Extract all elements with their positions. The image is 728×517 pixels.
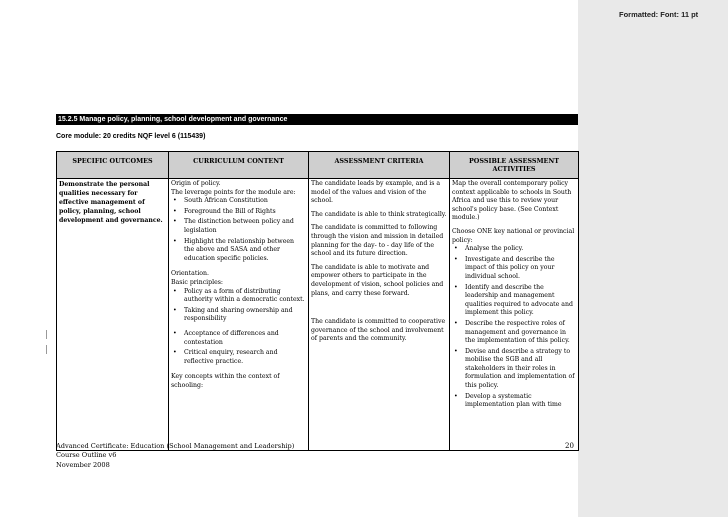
page-footer bbox=[56, 442, 294, 470]
activities-list bbox=[452, 245, 576, 410]
list-item: • Investigate and describe the impact of this policy on your individual school. bbox=[452, 256, 576, 282]
list-item: • Taking and sharing ownership and responsibility bbox=[171, 307, 306, 324]
core-module-line: Core module: 20 credits NQF level 6 (115439) bbox=[56, 133, 206, 140]
list-item: • Policy as a form of distributing authority within a democratic context. bbox=[171, 288, 306, 305]
list-item: • Highlight the relationship between the above and SASA and other education specific policies. bbox=[171, 238, 306, 264]
curriculum-cell bbox=[169, 179, 309, 451]
header-specific-outcomes: SPECIFIC OUTCOMES bbox=[57, 152, 169, 179]
curriculum-text: Key concepts within the context of schooling: bbox=[171, 373, 280, 389]
comments-sidebar bbox=[578, 0, 728, 517]
list-item: • Critical enquiry, research and reflective practice. bbox=[171, 349, 306, 366]
header-assessment-criteria: ASSESSMENT CRITERIA bbox=[309, 152, 450, 179]
footer-version: Course Outline v6 bbox=[56, 451, 117, 460]
activities-cell bbox=[450, 179, 579, 451]
curriculum-text: Origin of policy. bbox=[171, 180, 221, 187]
footer-course-title: Advanced Certificate: Education (School Management and Leadership) bbox=[56, 442, 295, 450]
list-item: • Devise and describe a strategy to mobilise the SGB and all stakeholders in their roles in formulation and implementation of this policy. bbox=[452, 348, 576, 391]
principles-list bbox=[171, 288, 306, 367]
format-note: Formatted: Font: 11 pt bbox=[619, 10, 699, 19]
criteria-cell bbox=[309, 179, 450, 451]
curriculum-text: The leverage points for the module are: bbox=[171, 188, 296, 196]
list-item: • Foreground the Bill of Rights bbox=[171, 208, 306, 217]
curriculum-text: Basic principles: bbox=[171, 278, 224, 286]
list-item: • Identify and describe the leadership and management qualities required to advocate and implement this policy. bbox=[452, 284, 576, 318]
page-number: 20 bbox=[565, 442, 574, 450]
list-item: • Develop a systematic implementation plan with time bbox=[452, 393, 576, 410]
criteria-text: The candidate is committed to cooperative governance of the school and involvement of parents and the community. bbox=[311, 318, 446, 343]
list-item: • Analyse the policy. bbox=[452, 245, 576, 254]
list-item: • Acceptance of differences and contestation bbox=[171, 330, 306, 347]
change-marker bbox=[46, 345, 47, 354]
change-marker bbox=[46, 330, 47, 339]
activities-text: Map the overall contemporary policy context applicable to schools in South Africa and use this to review your school's policy base. (See Context module.) bbox=[452, 180, 572, 222]
section-title-bar: 15.2.5 Manage policy, planning, school development and governance bbox=[56, 114, 578, 125]
header-curriculum-content: CURRICULUM CONTENT bbox=[169, 152, 309, 179]
criteria-text: The candidate is able to think strategically. bbox=[311, 210, 447, 218]
table-header-row bbox=[57, 152, 579, 179]
header-assessment-activities: POSSIBLE ASSESSMENT ACTIVITIES bbox=[450, 152, 579, 179]
curriculum-text: Orientation. bbox=[171, 270, 209, 278]
table-row bbox=[57, 179, 579, 451]
activities-text: Choose ONE key national or provincial policy: bbox=[452, 227, 575, 244]
list-item: • South African Constitution bbox=[171, 197, 306, 206]
criteria-text: The candidate is able to motivate and empower others to participate in the development of vision, school policies and plans, and carry these forward. bbox=[311, 263, 444, 297]
outcomes-table bbox=[56, 151, 579, 451]
specific-outcome-cell: Demonstrate the personal qualities necessary for effective management of policy, planning, school development and governance. bbox=[57, 179, 169, 451]
list-item: • Describe the respective roles of management and governance in the implementation of this policy. bbox=[452, 320, 576, 346]
criteria-text: The candidate leads by example, and is a model of the values and vision of the school. bbox=[311, 180, 441, 205]
list-item: • The distinction between policy and legislation bbox=[171, 218, 306, 235]
footer-date: November 2008 bbox=[56, 460, 110, 469]
criteria-text: The candidate is committed to following through the vision and mission in detailed planning for the day- to - day life of the school and its future direction. bbox=[311, 224, 444, 258]
leverage-list bbox=[171, 197, 306, 263]
